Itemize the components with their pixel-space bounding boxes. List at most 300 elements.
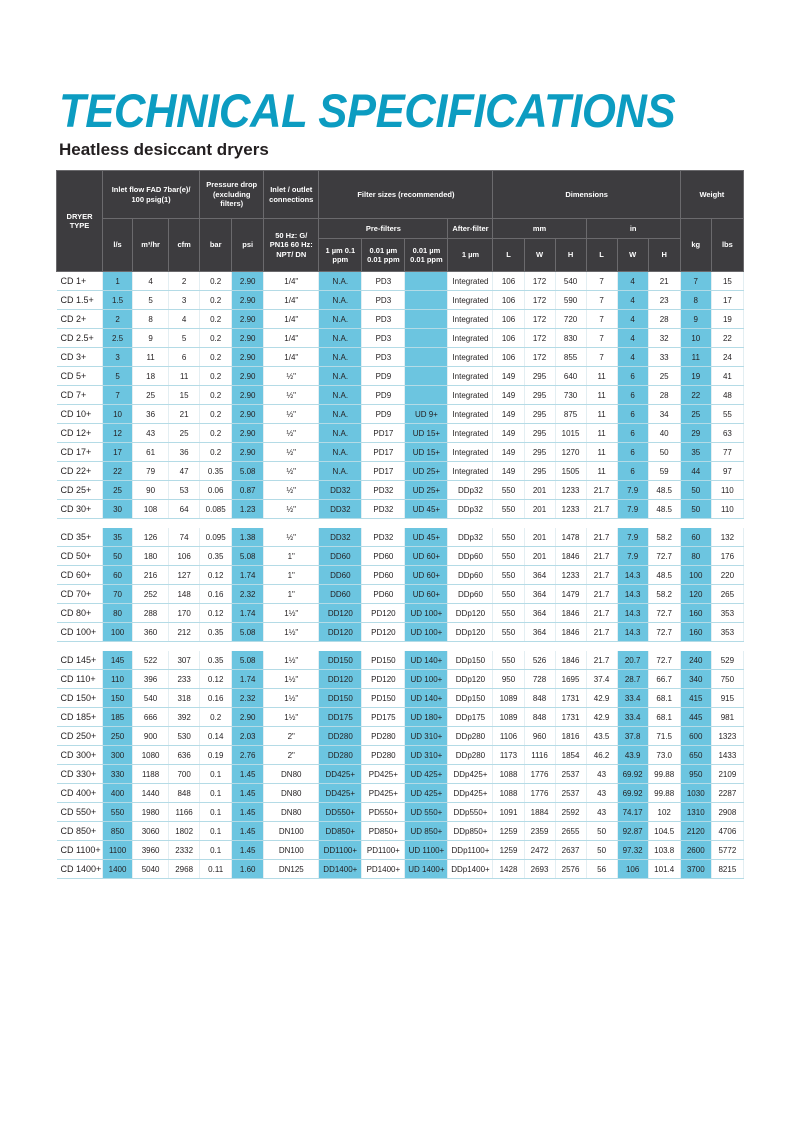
cell-weight-kg: 340: [680, 670, 711, 689]
cell-flow-m3hr: 108: [133, 500, 169, 519]
cell-flow-m3hr: 25: [133, 386, 169, 405]
cell-width-mm: 1776: [524, 765, 555, 784]
cell-pressure-bar: 0.1: [200, 822, 232, 841]
cell-flow-ls: 7: [103, 386, 133, 405]
header-filter-sizes: Filter sizes (recommended): [319, 171, 493, 219]
cell-length-in: 21.7: [586, 651, 617, 670]
cell-weight-lbs: 24: [711, 348, 743, 367]
cell-pressure-bar: 0.2: [200, 424, 232, 443]
cell-prefilter-001um-a: PD850+: [362, 822, 405, 841]
cell-height-in: 40: [648, 424, 680, 443]
cell-pressure-bar: 0.095: [200, 528, 232, 547]
cell-length-in: 7: [586, 348, 617, 367]
cell-prefilter-1um: DD280: [319, 746, 362, 765]
cell-pressure-psi: 2.90: [232, 329, 264, 348]
cell-width-in: 6: [617, 386, 648, 405]
cell-weight-kg: 650: [680, 746, 711, 765]
cell-height-in: 58.2: [648, 585, 680, 604]
cell-prefilter-1um: N.A.: [319, 462, 362, 481]
cell-flow-m3hr: 360: [133, 623, 169, 642]
header-filter-001um-b: 0.01 µm 0.01 ppm: [405, 239, 448, 272]
cell-length-in: 43.5: [586, 727, 617, 746]
header-bar: bar: [200, 219, 232, 272]
cell-width-mm: 295: [524, 367, 555, 386]
cell-prefilter-001um-a: PD150: [362, 689, 405, 708]
cell-flow-ls: 1.5: [103, 291, 133, 310]
cell-height-mm: 1233: [555, 481, 586, 500]
cell-flow-m3hr: 5040: [133, 860, 169, 879]
cell-weight-kg: 1310: [680, 803, 711, 822]
cell-prefilter-001um-b: UD 60+: [405, 566, 448, 585]
cell-flow-ls: 2: [103, 310, 133, 329]
cell-length-mm: 149: [493, 443, 524, 462]
table-row: [57, 803, 744, 822]
cell-width-mm: 1776: [524, 784, 555, 803]
cell-prefilter-1um: N.A.: [319, 329, 362, 348]
cell-weight-lbs: 2109: [711, 765, 743, 784]
cell-prefilter-1um: DD1100+: [319, 841, 362, 860]
cell-prefilter-1um: DD150: [319, 651, 362, 670]
cell-flow-cfm: 4: [169, 310, 200, 329]
cell-prefilter-001um-b: UD 100+: [405, 604, 448, 623]
table-row: [57, 822, 744, 841]
cell-weight-lbs: 15: [711, 272, 743, 291]
cell-length-mm: 1091: [493, 803, 524, 822]
cell-length-in: 43: [586, 803, 617, 822]
cell-weight-lbs: 5772: [711, 841, 743, 860]
cell-width-mm: 2359: [524, 822, 555, 841]
cell-dryer-type: CD 2+: [57, 310, 103, 329]
cell-height-in: 32: [648, 329, 680, 348]
cell-flow-ls: 3: [103, 348, 133, 367]
cell-connection: ½": [264, 386, 319, 405]
cell-flow-ls: 1100: [103, 841, 133, 860]
cell-flow-ls: 80: [103, 604, 133, 623]
cell-width-in: 6: [617, 405, 648, 424]
cell-height-mm: 1233: [555, 566, 586, 585]
cell-width-in: 4: [617, 272, 648, 291]
cell-dryer-type: CD 150+: [57, 689, 103, 708]
cell-weight-lbs: 41: [711, 367, 743, 386]
cell-flow-cfm: 212: [169, 623, 200, 642]
cell-connection: ½": [264, 424, 319, 443]
cell-connection: ½": [264, 405, 319, 424]
cell-pressure-bar: 0.35: [200, 462, 232, 481]
cell-weight-kg: 50: [680, 500, 711, 519]
cell-flow-m3hr: 18: [133, 367, 169, 386]
cell-length-mm: 149: [493, 386, 524, 405]
cell-prefilter-001um-a: PD425+: [362, 784, 405, 803]
cell-prefilter-1um: N.A.: [319, 310, 362, 329]
cell-flow-ls: 250: [103, 727, 133, 746]
cell-height-mm: 1846: [555, 604, 586, 623]
cell-pressure-bar: 0.1: [200, 765, 232, 784]
cell-height-in: 28: [648, 310, 680, 329]
cell-pressure-bar: 0.11: [200, 860, 232, 879]
cell-flow-ls: 1400: [103, 860, 133, 879]
cell-flow-m3hr: 8: [133, 310, 169, 329]
cell-flow-m3hr: 396: [133, 670, 169, 689]
cell-width-mm: 728: [524, 670, 555, 689]
page-title: TECHNICAL SPECIFICATIONS: [59, 84, 676, 137]
cell-prefilter-1um: DD120: [319, 604, 362, 623]
cell-dryer-type: CD 110+: [57, 670, 103, 689]
cell-connection: 1/4": [264, 291, 319, 310]
cell-height-in: 104.5: [648, 822, 680, 841]
cell-weight-lbs: 8215: [711, 860, 743, 879]
cell-prefilter-001um-a: PD17: [362, 424, 405, 443]
header-kg: kg: [680, 219, 711, 272]
cell-after-filter: DDp425+: [448, 784, 493, 803]
cell-height-mm: 2637: [555, 841, 586, 860]
header-m3hr: m³/hr: [133, 219, 169, 272]
cell-length-in: 21.7: [586, 604, 617, 623]
cell-length-mm: 1088: [493, 784, 524, 803]
cell-pressure-psi: 5.08: [232, 651, 264, 670]
cell-width-mm: 201: [524, 481, 555, 500]
cell-weight-kg: 50: [680, 481, 711, 500]
cell-width-mm: 295: [524, 424, 555, 443]
cell-prefilter-1um: DD32: [319, 481, 362, 500]
cell-flow-m3hr: 3960: [133, 841, 169, 860]
table-row: [57, 604, 744, 623]
cell-length-mm: 1088: [493, 765, 524, 784]
cell-height-mm: 730: [555, 386, 586, 405]
cell-prefilter-001um-a: PD120: [362, 623, 405, 642]
cell-flow-m3hr: 1080: [133, 746, 169, 765]
cell-width-in: 4: [617, 348, 648, 367]
cell-flow-ls: 550: [103, 803, 133, 822]
cell-flow-cfm: 36: [169, 443, 200, 462]
cell-height-in: 50: [648, 443, 680, 462]
cell-height-mm: 2537: [555, 765, 586, 784]
cell-length-in: 7: [586, 329, 617, 348]
cell-flow-m3hr: 540: [133, 689, 169, 708]
cell-pressure-bar: 0.12: [200, 566, 232, 585]
header-filter-001um-a: 0.01 µm 0.01 ppm: [362, 239, 405, 272]
cell-prefilter-1um: DD150: [319, 689, 362, 708]
cell-pressure-psi: 1.60: [232, 860, 264, 879]
cell-length-mm: 550: [493, 481, 524, 500]
cell-width-mm: 172: [524, 291, 555, 310]
cell-flow-cfm: 1166: [169, 803, 200, 822]
cell-length-in: 7: [586, 272, 617, 291]
table-row: [57, 424, 744, 443]
header-length-mm: L: [493, 239, 524, 272]
cell-prefilter-001um-a: PD150: [362, 651, 405, 670]
cell-prefilter-001um-a: PD550+: [362, 803, 405, 822]
cell-flow-cfm: 25: [169, 424, 200, 443]
cell-width-mm: 201: [524, 500, 555, 519]
cell-flow-cfm: 106: [169, 547, 200, 566]
cell-pressure-bar: 0.2: [200, 367, 232, 386]
cell-prefilter-001um-b: UD 425+: [405, 765, 448, 784]
cell-height-mm: 1816: [555, 727, 586, 746]
cell-pressure-psi: 1.23: [232, 500, 264, 519]
table-row: [57, 765, 744, 784]
cell-pressure-psi: 2.90: [232, 443, 264, 462]
cell-connection: ½": [264, 462, 319, 481]
cell-flow-m3hr: 522: [133, 651, 169, 670]
table-row: [57, 462, 744, 481]
cell-prefilter-1um: N.A.: [319, 424, 362, 443]
cell-weight-lbs: 77: [711, 443, 743, 462]
cell-flow-cfm: 530: [169, 727, 200, 746]
cell-length-in: 11: [586, 443, 617, 462]
cell-height-mm: 1854: [555, 746, 586, 765]
cell-length-in: 11: [586, 424, 617, 443]
cell-prefilter-001um-b: UD 60+: [405, 547, 448, 566]
cell-height-in: 28: [648, 386, 680, 405]
cell-prefilter-001um-a: PD280: [362, 727, 405, 746]
header-dryer-type: DRYER TYPE: [57, 171, 103, 272]
cell-flow-m3hr: 61: [133, 443, 169, 462]
cell-weight-kg: 11: [680, 348, 711, 367]
cell-connection: 1/4": [264, 272, 319, 291]
cell-prefilter-1um: DD850+: [319, 822, 362, 841]
cell-height-in: 48.5: [648, 566, 680, 585]
cell-length-mm: 106: [493, 291, 524, 310]
cell-height-in: 102: [648, 803, 680, 822]
cell-length-in: 37.4: [586, 670, 617, 689]
cell-prefilter-001um-a: PD9: [362, 405, 405, 424]
cell-after-filter: DDp60: [448, 585, 493, 604]
cell-height-in: 72.7: [648, 623, 680, 642]
cell-height-in: 68.1: [648, 708, 680, 727]
cell-after-filter: DDp280: [448, 746, 493, 765]
cell-after-filter: Integrated: [448, 462, 493, 481]
cell-pressure-psi: 1.45: [232, 765, 264, 784]
cell-pressure-bar: 0.1: [200, 803, 232, 822]
cell-after-filter: DDp1100+: [448, 841, 493, 860]
table-row: [57, 784, 744, 803]
cell-height-in: 58.2: [648, 528, 680, 547]
cell-weight-kg: 600: [680, 727, 711, 746]
cell-flow-ls: 400: [103, 784, 133, 803]
cell-flow-cfm: 53: [169, 481, 200, 500]
cell-prefilter-001um-b: UD 310+: [405, 746, 448, 765]
cell-width-mm: 2472: [524, 841, 555, 860]
cell-length-mm: 106: [493, 348, 524, 367]
cell-weight-lbs: 2908: [711, 803, 743, 822]
cell-width-mm: 1116: [524, 746, 555, 765]
cell-pressure-psi: 2.90: [232, 386, 264, 405]
cell-flow-ls: 330: [103, 765, 133, 784]
cell-flow-m3hr: 79: [133, 462, 169, 481]
table-row: [57, 386, 744, 405]
cell-height-mm: 640: [555, 367, 586, 386]
cell-length-mm: 550: [493, 585, 524, 604]
cell-width-mm: 364: [524, 585, 555, 604]
cell-flow-m3hr: 180: [133, 547, 169, 566]
cell-prefilter-1um: N.A.: [319, 348, 362, 367]
cell-after-filter: DDp120: [448, 623, 493, 642]
cell-height-in: 99.88: [648, 784, 680, 803]
cell-prefilter-1um: DD60: [319, 566, 362, 585]
cell-after-filter: Integrated: [448, 367, 493, 386]
cell-connection: 1": [264, 585, 319, 604]
cell-weight-lbs: 265: [711, 585, 743, 604]
cell-length-mm: 1106: [493, 727, 524, 746]
header-filter-1um: 1 µm 0.1 ppm: [319, 239, 362, 272]
cell-flow-cfm: 74: [169, 528, 200, 547]
cell-flow-cfm: 2332: [169, 841, 200, 860]
cell-after-filter: DDp150: [448, 651, 493, 670]
cell-height-mm: 1731: [555, 708, 586, 727]
cell-pressure-bar: 0.2: [200, 443, 232, 462]
cell-after-filter: Integrated: [448, 443, 493, 462]
cell-flow-m3hr: 4: [133, 272, 169, 291]
cell-weight-lbs: 176: [711, 547, 743, 566]
cell-dryer-type: CD 330+: [57, 765, 103, 784]
header-weight: Weight: [680, 171, 743, 219]
cell-width-mm: 172: [524, 348, 555, 367]
cell-after-filter: DDp280: [448, 727, 493, 746]
cell-weight-lbs: 22: [711, 329, 743, 348]
cell-dryer-type: CD 70+: [57, 585, 103, 604]
cell-prefilter-001um-a: PD120: [362, 670, 405, 689]
cell-flow-ls: 1: [103, 272, 133, 291]
cell-length-mm: 106: [493, 329, 524, 348]
cell-flow-cfm: 11: [169, 367, 200, 386]
cell-width-in: 20.7: [617, 651, 648, 670]
cell-prefilter-1um: N.A.: [319, 443, 362, 462]
cell-weight-kg: 445: [680, 708, 711, 727]
cell-prefilter-001um-b: UD 100+: [405, 623, 448, 642]
cell-width-in: 69.92: [617, 765, 648, 784]
table-row: [57, 329, 744, 348]
cell-dryer-type: CD 145+: [57, 651, 103, 670]
cell-width-in: 33.4: [617, 708, 648, 727]
cell-connection: DN100: [264, 841, 319, 860]
cell-height-in: 68.1: [648, 689, 680, 708]
table-header: [57, 171, 744, 272]
cell-height-mm: 2537: [555, 784, 586, 803]
cell-connection: ½": [264, 500, 319, 519]
cell-height-mm: 590: [555, 291, 586, 310]
cell-length-mm: 149: [493, 424, 524, 443]
cell-length-in: 7: [586, 291, 617, 310]
cell-pressure-bar: 0.06: [200, 481, 232, 500]
cell-pressure-psi: 1.45: [232, 822, 264, 841]
cell-dryer-type: CD 250+: [57, 727, 103, 746]
header-inlet-flow: Inlet flow FAD 7bar(e)/ 100 psig(1): [103, 171, 200, 219]
cell-flow-cfm: 848: [169, 784, 200, 803]
cell-length-mm: 149: [493, 462, 524, 481]
header-height-in: H: [648, 239, 680, 272]
cell-pressure-bar: 0.2: [200, 348, 232, 367]
cell-prefilter-1um: DD425+: [319, 784, 362, 803]
table-row: [57, 348, 744, 367]
header-in: in: [586, 219, 680, 239]
cell-dryer-type: CD 5+: [57, 367, 103, 386]
cell-width-mm: 295: [524, 405, 555, 424]
cell-prefilter-001um-b: UD 9+: [405, 405, 448, 424]
cell-pressure-psi: 1.38: [232, 528, 264, 547]
cell-length-mm: 950: [493, 670, 524, 689]
cell-length-in: 43: [586, 784, 617, 803]
cell-dryer-type: CD 50+: [57, 547, 103, 566]
cell-prefilter-001um-a: PD60: [362, 547, 405, 566]
cell-width-in: 6: [617, 424, 648, 443]
cell-length-in: 21.7: [586, 547, 617, 566]
cell-dryer-type: CD 12+: [57, 424, 103, 443]
cell-width-mm: 1884: [524, 803, 555, 822]
cell-flow-m3hr: 252: [133, 585, 169, 604]
cell-pressure-bar: 0.16: [200, 585, 232, 604]
cell-flow-ls: 145: [103, 651, 133, 670]
cell-width-mm: 295: [524, 443, 555, 462]
cell-after-filter: DDp120: [448, 670, 493, 689]
cell-width-in: 14.3: [617, 585, 648, 604]
cell-flow-cfm: 170: [169, 604, 200, 623]
cell-flow-ls: 10: [103, 405, 133, 424]
cell-pressure-psi: 1.45: [232, 784, 264, 803]
cell-height-in: 59: [648, 462, 680, 481]
cell-flow-cfm: 318: [169, 689, 200, 708]
cell-prefilter-1um: N.A.: [319, 405, 362, 424]
cell-after-filter: Integrated: [448, 405, 493, 424]
cell-pressure-psi: 5.08: [232, 462, 264, 481]
cell-height-in: 72.7: [648, 651, 680, 670]
cell-width-mm: 960: [524, 727, 555, 746]
cell-width-mm: 295: [524, 386, 555, 405]
cell-weight-kg: 120: [680, 585, 711, 604]
cell-prefilter-001um-b: [405, 386, 448, 405]
cell-prefilter-1um: N.A.: [319, 386, 362, 405]
cell-length-mm: 149: [493, 367, 524, 386]
cell-length-mm: 550: [493, 604, 524, 623]
cell-height-in: 99.88: [648, 765, 680, 784]
cell-prefilter-001um-b: UD 180+: [405, 708, 448, 727]
cell-pressure-bar: 0.14: [200, 727, 232, 746]
cell-pressure-psi: 1.45: [232, 841, 264, 860]
cell-flow-ls: 850: [103, 822, 133, 841]
cell-flow-m3hr: 43: [133, 424, 169, 443]
cell-connection: ½": [264, 481, 319, 500]
cell-height-in: 72.7: [648, 604, 680, 623]
cell-after-filter: Integrated: [448, 329, 493, 348]
cell-width-mm: 172: [524, 310, 555, 329]
cell-flow-cfm: 392: [169, 708, 200, 727]
cell-connection: 1/4": [264, 329, 319, 348]
cell-prefilter-001um-a: PD1100+: [362, 841, 405, 860]
cell-height-in: 66.7: [648, 670, 680, 689]
table-row: [57, 670, 744, 689]
cell-width-in: 14.3: [617, 566, 648, 585]
cell-width-in: 74.17: [617, 803, 648, 822]
cell-weight-kg: 2120: [680, 822, 711, 841]
cell-prefilter-001um-b: [405, 291, 448, 310]
cell-flow-cfm: 127: [169, 566, 200, 585]
cell-weight-lbs: 63: [711, 424, 743, 443]
cell-after-filter: DDp60: [448, 547, 493, 566]
cell-height-mm: 1695: [555, 670, 586, 689]
header-pressure-drop: Pressure drop (excluding filters): [200, 171, 264, 219]
cell-connection: ½": [264, 367, 319, 386]
cell-width-mm: 201: [524, 547, 555, 566]
cell-prefilter-1um: DD60: [319, 585, 362, 604]
cell-length-mm: 550: [493, 500, 524, 519]
cell-weight-lbs: 132: [711, 528, 743, 547]
cell-dryer-type: CD 400+: [57, 784, 103, 803]
cell-pressure-psi: 2.90: [232, 348, 264, 367]
cell-length-mm: 550: [493, 528, 524, 547]
cell-flow-cfm: 21: [169, 405, 200, 424]
cell-flow-m3hr: 288: [133, 604, 169, 623]
cell-pressure-psi: 2.90: [232, 310, 264, 329]
cell-width-mm: 526: [524, 651, 555, 670]
